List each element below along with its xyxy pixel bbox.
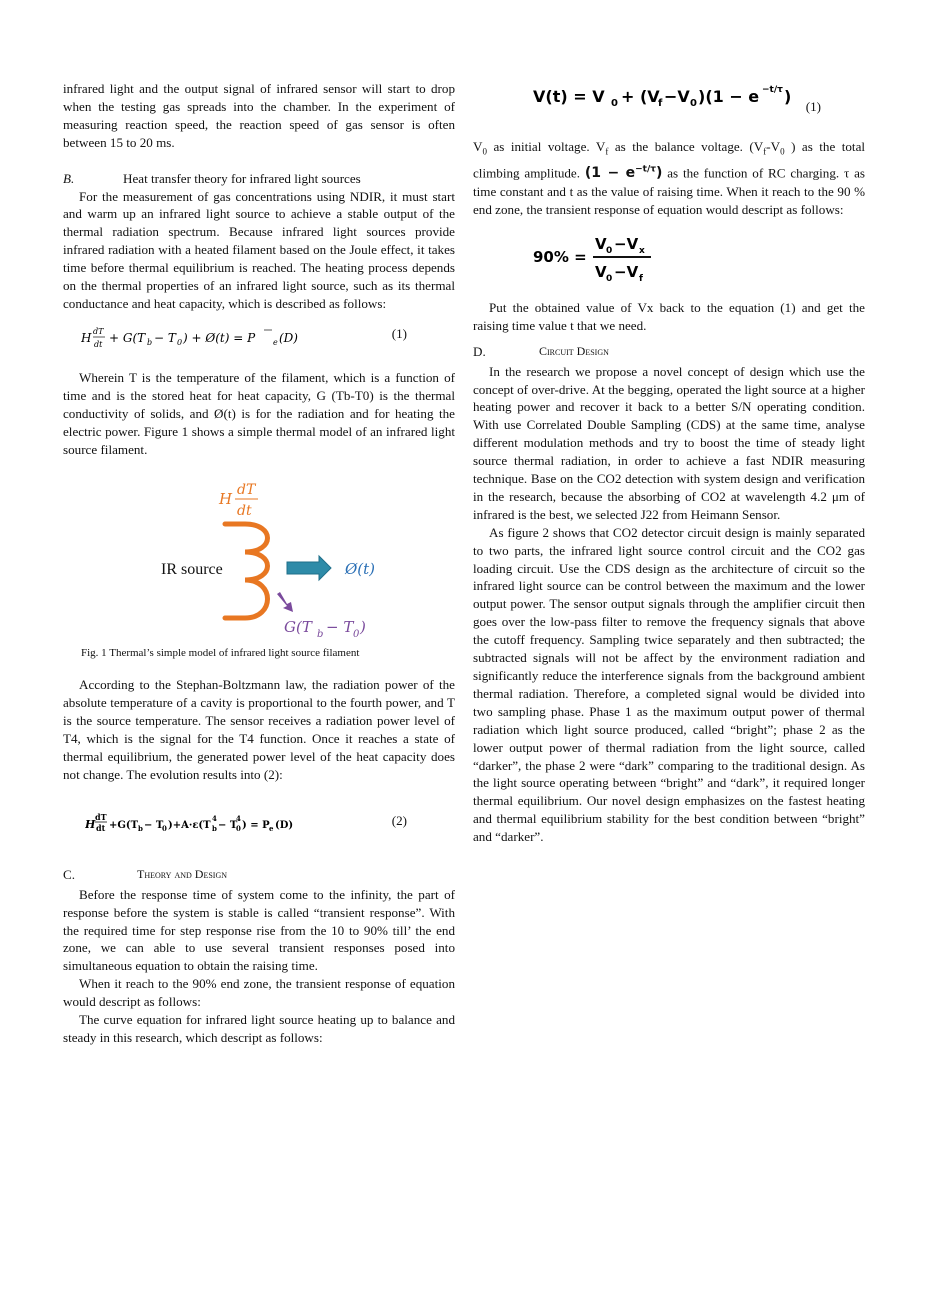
- section-c-title: Theory and Design: [137, 866, 227, 881]
- equation-2: [63, 804, 455, 854]
- equation-top-formula: [533, 82, 803, 110]
- left-column: [63, 80, 455, 1047]
- svg-text:V: V: [595, 234, 607, 253]
- svg-text:4: 4: [236, 813, 241, 823]
- section-d-paragraph-2: As figure 2 shows that CO2 detector circuit design is mainly separated to two parts, the infrared light source control circuit and the CO2 gas loading circuit. Use the CDS design as the architecture of circuit so the infrared light source can be control between the maximum and the lower output power. The sensor output signals through the amplifier circuit then goes over the low-pass filter to remove the frequency signals that above the cutoff frequency. Sampling twice separately and then subtracted; the subtracted signals will not be affect by the environment radiation and significantly reduce the interference signals from the background ambient thermal radiation. Therefore, a completed signal would be divided into two sampling phase. Phase 1 as the maximum output power of thermal radiation which light source produced, called “bright”; phase 2 as the lower output power of thermal radiation from the light source, called “darker”, the phase 2 were “dark” comparing to the traditional design. As the light source operating between “bright” and “dark”, it required longer thermal equilibrium. Our novel design emphasizes on the fastest heating and thermal equilibrium stability for the best condition between “bright” and “darker”.: [473, 524, 865, 845]
- filament-coil-icon: [225, 524, 268, 618]
- svg-text:+ (V: + (V: [621, 87, 660, 106]
- conduction-arrow-icon: [277, 592, 293, 612]
- section-c-paragraph-3: The curve equation for infrared light source heating up to balance and steady in this research, which descript as follows:: [63, 1012, 455, 1045]
- section-d-heading: [473, 343, 865, 361]
- intro-paragraph: infrared light and the output signal of infrared sensor will start to drop when the testing gas spreads into the chamber. In the experiment of measuring reaction speed, the reaction speed of gas sensor is often between 15 to 20 ms.: [63, 81, 455, 150]
- svg-text:−V: −V: [614, 262, 639, 281]
- svg-text:0: 0: [690, 98, 697, 109]
- equation-1-formula: [81, 325, 331, 351]
- right-column: [473, 80, 865, 846]
- svg-text:V(t) = V: V(t) = V: [533, 87, 605, 106]
- figure-1: [63, 468, 455, 646]
- svg-text:): ): [784, 87, 792, 106]
- section-b-label: B.: [63, 170, 75, 186]
- svg-text:dT: dT: [93, 326, 104, 336]
- svg-text:dt: dt: [237, 503, 252, 520]
- equation-top-number: (1): [805, 99, 821, 114]
- section-c-heading: [63, 866, 455, 884]
- section-d-label: D.: [473, 343, 486, 359]
- svg-text:) + Ø(t) = P: ) + Ø(t) = P: [183, 330, 256, 345]
- section-b-paragraph-2: Wherein T is the temperature of the filament, which is a function of time and is the stored heat for heat capacity, G (Tb-T0) is the thermal conductivity of solids, and Ø(t) is for the radiation and for heating the electric power. Figure 1 shows a simple thermal model of an infrared light source filament.: [63, 369, 455, 457]
- svg-text:)+A·ε(T: )+A·ε(T: [168, 819, 211, 831]
- equation-1: [63, 325, 455, 359]
- svg-text:G(T: G(T: [284, 618, 312, 637]
- section-b-heading: [63, 170, 455, 188]
- svg-text:dT: dT: [95, 811, 107, 822]
- svg-text:) = P: ) = P: [242, 819, 270, 831]
- section-c-label: C.: [63, 866, 76, 882]
- section-b-title: Heat transfer theory for infrared light sources: [123, 170, 361, 186]
- svg-text:b: b: [212, 823, 217, 833]
- section-c-paragraph-2: When it reach to the 90% end zone, the transient response of equation would descript as follows:: [63, 976, 455, 1010]
- svg-text:0: 0: [611, 98, 618, 109]
- equation-2-number: (2): [391, 812, 407, 828]
- right-paragraph-2: Put the obtained value of Vx back to the equation (1) and get the raising time value t that we need.: [473, 299, 865, 333]
- svg-text:f: f: [639, 273, 643, 284]
- svg-text:H: H: [81, 330, 92, 345]
- svg-text:x: x: [639, 245, 645, 256]
- svg-text:−V: −V: [664, 87, 690, 106]
- svg-text:V: V: [595, 262, 607, 281]
- equation-top: [473, 80, 865, 132]
- svg-text:dt: dt: [94, 339, 103, 349]
- svg-text:)(1 − e: )(1 − e: [698, 87, 760, 106]
- svg-text:e: e: [269, 823, 274, 833]
- svg-text:4: 4: [212, 813, 217, 823]
- figure-1-caption: Fig. 1 Thermal’s simple model of infrared light source filament: [81, 647, 360, 660]
- svg-text:0: 0: [236, 823, 241, 833]
- svg-text:H: H: [219, 490, 233, 509]
- svg-text:− T: − T: [154, 330, 176, 345]
- svg-text:0: 0: [606, 245, 613, 256]
- svg-text:+G(T: +G(T: [109, 819, 139, 831]
- svg-text:f: f: [658, 98, 663, 109]
- section-c-paragraph-1: Before the response time of system come to the infinity, the part of response before the system is stable is called “transient response”. With the required time for step response rise from the 10 to 90% till’ the end zone, we can able to use several transient responses posed into simultaneous equation to obtain the raising time.: [63, 886, 455, 974]
- svg-text:− T: − T: [218, 819, 238, 831]
- section-b-paragraph-3: According to the Stephan-Boltzmann law, the radiation power of the absolute temperature of a cavity is proportional to the fourth power, and T is the source temperature. The sensor receives a radiation power level of T4, which is the signal for the T4 function. Once it reaches a state of thermal equilibrium, the generated power level of the heat capacity does not change. The evolution results into (2):: [63, 677, 455, 782]
- section-b-paragraph-1: For the measurement of gas concentrations using NDIR, it must start and warm up an infrared light source to achieve a stable output of the thermal radiation spectrum. Because infrared light sources provide infrared radiation with a heated filament based on the Joule effect, it takes time before thermal equilibrium is reached. The heating process depends on the thermal properties of an infrared light source, such as its thermal conductance and heat capacity, which is described as follows:: [63, 188, 455, 311]
- svg-text:−V: −V: [614, 234, 639, 253]
- svg-text:90% =: 90% =: [533, 247, 587, 266]
- svg-text:b: b: [147, 337, 153, 347]
- svg-text:dT: dT: [237, 482, 256, 499]
- svg-text:(D): (D): [279, 330, 298, 345]
- svg-text:0: 0: [162, 823, 167, 833]
- equation-90-formula: [533, 227, 693, 287]
- right-paragraph-1: $V_0$ as initial voltage. $V_f$ as the balance voltage. ($V_f-V_0$ ) as the total climbing amplitude. $(1 - e^{-t/\tau})$ as the function of RC charging. τ as time constant and t as the value of raising time. When it reach to the 90 % end zone, the transient response of equation would descript as follows:: [473, 139, 866, 217]
- radiation-arrow-icon: [287, 556, 331, 580]
- svg-text:− T: − T: [144, 819, 164, 831]
- svg-text:0: 0: [353, 629, 360, 641]
- svg-text:0: 0: [606, 273, 613, 284]
- svg-text:dt: dt: [96, 822, 106, 833]
- ir-source-label: IR source: [161, 561, 223, 579]
- rc-function-formula: $(1 - e^{-t/\tau})$: [584, 164, 663, 182]
- equation-90: [473, 219, 865, 291]
- svg-text:− T: − T: [326, 618, 354, 637]
- equation-1-number: (1): [391, 325, 407, 341]
- svg-text:H: H: [85, 817, 96, 831]
- svg-text:e: e: [273, 337, 278, 347]
- svg-text:−t/τ: −t/τ: [762, 85, 783, 95]
- equation-2-formula: [85, 810, 345, 836]
- svg-text:): ): [360, 618, 366, 637]
- section-d-paragraph-1: In the research we propose a novel concept of design which use the concept of over-drive. At the begging, operated the light source at a higher heating power and recover it back to a better S/N operating condition. With use Correlated Double Sampling (CDS) at the same time, analyse different modulation methods and try to boost the time of steady light source thermal radiation, in order to achieve a fast NDIR measuring technique. Base on the CO2 detection with system design and verification in the research, because the absorbing of CO2 at wavelength 4.2 μm of infrared is the best, we selected J22 from Heimann Sensor.: [473, 363, 865, 522]
- svg-text:+ G(T: + G(T: [109, 330, 146, 345]
- svg-text:b: b: [317, 629, 324, 641]
- svg-text:b: b: [138, 823, 143, 833]
- section-d-title: Circuit Design: [539, 343, 609, 358]
- svg-text:0: 0: [177, 337, 183, 347]
- figure-1-diagram: [63, 468, 455, 646]
- svg-text:Ø(t): Ø(t): [345, 560, 376, 579]
- svg-text:(D): (D): [275, 819, 294, 831]
